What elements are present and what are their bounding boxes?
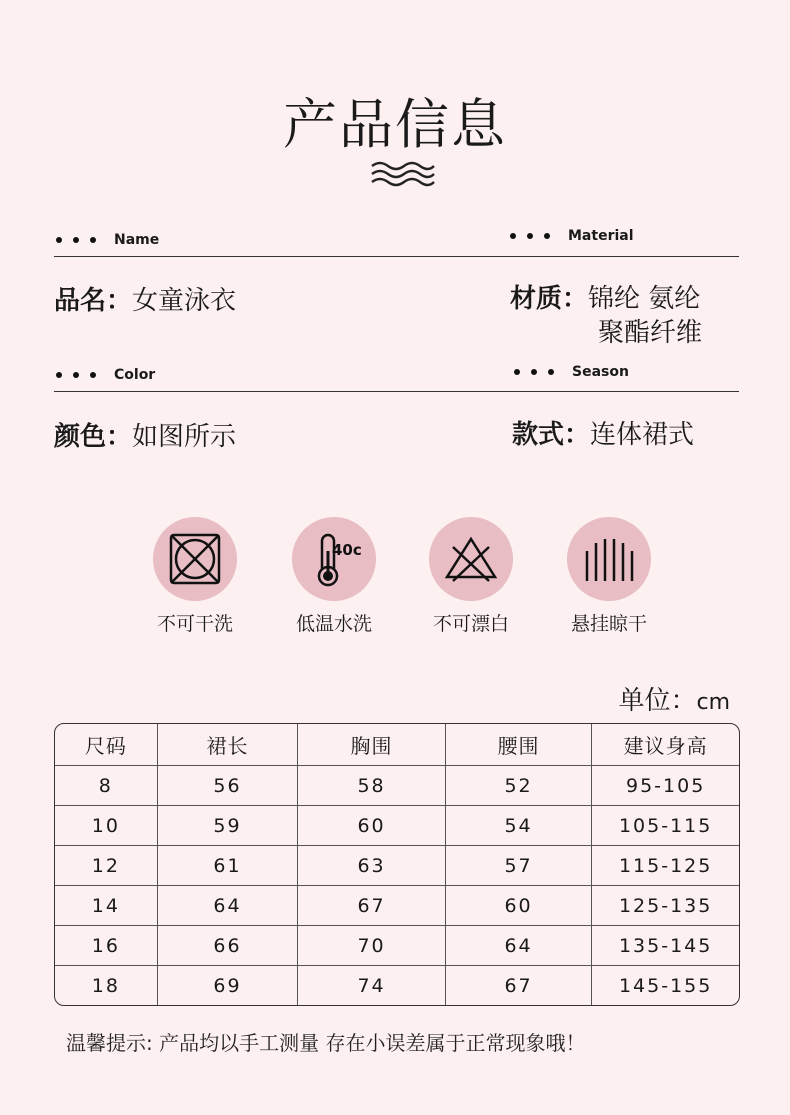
wash-temp-text: 40c xyxy=(332,541,362,559)
table-cell: 10 xyxy=(55,806,158,846)
table-cell: 14 xyxy=(55,886,158,926)
divider xyxy=(54,256,739,257)
color-field xyxy=(54,420,236,454)
color-value: 如图所示 xyxy=(132,422,237,452)
table-cell: 58 xyxy=(298,766,446,806)
table-cell: 105-115 xyxy=(592,806,739,846)
column-header: 腰围 xyxy=(446,724,593,766)
table-cell: 67 xyxy=(298,886,446,926)
table-cell: 70 xyxy=(298,926,446,966)
bullet-dots-icon xyxy=(56,372,96,378)
bullet-dots-icon xyxy=(514,369,554,375)
table-row xyxy=(55,806,739,846)
table-cell: 54 xyxy=(446,806,593,846)
care-label: 不可漂白 xyxy=(432,613,509,635)
table-cell: 52 xyxy=(446,766,593,806)
table-row xyxy=(55,846,739,886)
care-item-low-temp-wash xyxy=(264,517,404,636)
style-field xyxy=(512,418,694,452)
unit-value: cm xyxy=(696,690,730,715)
table-cell: 64 xyxy=(158,886,299,926)
unit-label: 单位：cm xyxy=(618,686,730,716)
table-cell: 63 xyxy=(298,846,446,886)
table-cell: 67 xyxy=(446,966,593,1005)
divider xyxy=(54,391,739,392)
wave-divider-icon xyxy=(370,160,436,188)
material-field xyxy=(510,282,702,350)
care-label: 不可干洗 xyxy=(156,613,233,635)
material-value-line1: 锦纶 氨纶 xyxy=(588,284,701,314)
table-cell: 60 xyxy=(446,886,593,926)
product-name-label: 品名： xyxy=(54,286,133,316)
page-title: 产品信息 xyxy=(283,93,507,156)
measurement-tip: 温馨提示: 产品均以手工测量 存在小误差属于正常现象哦！ xyxy=(66,1031,586,1055)
bullet-dots-icon xyxy=(56,237,96,243)
table-cell: 66 xyxy=(158,926,299,966)
bullet-dots-icon xyxy=(510,233,550,239)
style-label: 款式： xyxy=(512,420,591,450)
table-cell: 8 xyxy=(55,766,158,806)
table-cell: 95-105 xyxy=(592,766,739,806)
table-cell: 56 xyxy=(158,766,299,806)
care-label: 悬挂晾干 xyxy=(570,613,647,635)
product-name-field xyxy=(54,284,236,318)
table-header-row xyxy=(55,724,739,766)
size-table xyxy=(54,723,740,1006)
hang-dry-icon xyxy=(567,517,651,601)
table-cell: 135-145 xyxy=(592,926,739,966)
table-cell: 64 xyxy=(446,926,593,966)
table-cell: 69 xyxy=(158,966,299,1005)
table-cell: 16 xyxy=(55,926,158,966)
table-row xyxy=(55,966,739,1005)
table-cell: 59 xyxy=(158,806,299,846)
column-header: 尺码 xyxy=(55,724,158,766)
section-heading-name: Name xyxy=(56,232,159,252)
no-bleach-icon xyxy=(429,517,513,601)
color-label: 颜色： xyxy=(54,422,133,452)
table-cell: 145-155 xyxy=(618,974,713,997)
care-label: 低温水洗 xyxy=(295,613,372,635)
table-row xyxy=(55,926,739,966)
column-header: 裙长 xyxy=(158,724,299,766)
table-cell: 18 xyxy=(55,966,158,1005)
table-cell: 125-135 xyxy=(592,886,739,926)
care-item-no-bleach xyxy=(401,517,541,636)
style-value: 连体裙式 xyxy=(590,420,695,450)
material-value-line2: 聚酯纤维 xyxy=(598,318,703,348)
product-name-value: 女童泳衣 xyxy=(132,286,237,316)
column-header: 胸围 xyxy=(298,724,446,766)
section-heading-material: Material xyxy=(510,228,634,248)
section-heading-color: Color xyxy=(56,367,155,387)
care-item-hang-dry xyxy=(539,517,679,636)
table-cell: 60 xyxy=(298,806,446,846)
table-cell: 115-125 xyxy=(592,846,739,886)
column-header: 建议身高 xyxy=(592,724,739,766)
table-row xyxy=(55,766,739,806)
low-temp-wash-icon xyxy=(292,517,376,601)
section-heading-season: Season xyxy=(514,364,629,384)
care-item-no-dry-clean xyxy=(125,517,265,636)
table-cell: 61 xyxy=(158,846,299,886)
material-label: 材质： xyxy=(510,284,589,314)
table-cell: 74 xyxy=(298,966,446,1005)
table-row xyxy=(55,886,739,926)
table-cell: 12 xyxy=(55,846,158,886)
table-cell: 57 xyxy=(446,846,593,886)
no-dry-clean-icon xyxy=(153,517,237,601)
